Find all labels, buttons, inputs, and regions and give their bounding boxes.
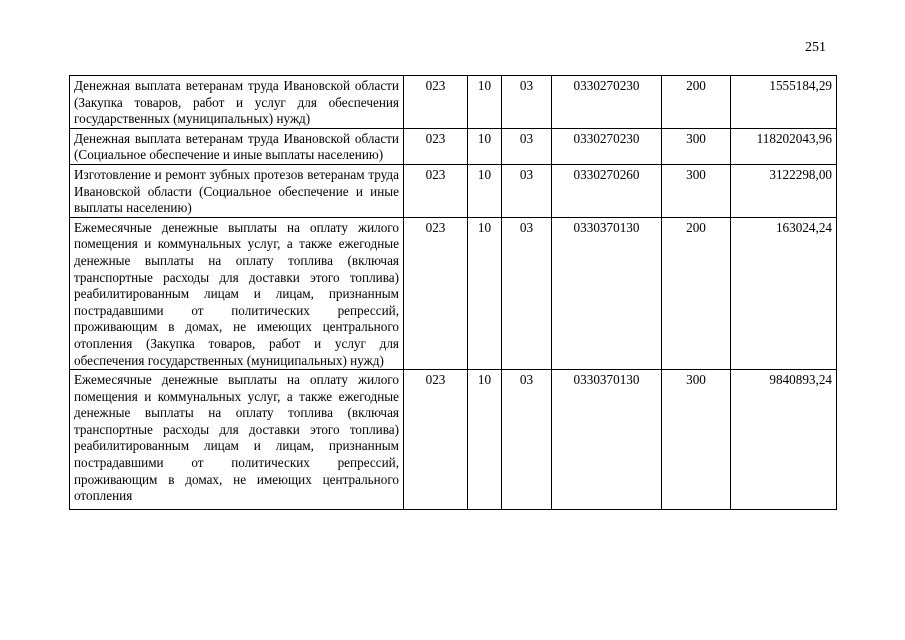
target-article-code: 0330270230 bbox=[552, 128, 662, 164]
target-article-code: 0330270230 bbox=[552, 76, 662, 129]
budget-table bbox=[69, 75, 837, 510]
expense-type-code: 300 bbox=[662, 164, 731, 217]
target-article-code: 0330270260 bbox=[552, 164, 662, 217]
expense-type-code: 300 bbox=[662, 128, 731, 164]
table-row bbox=[70, 217, 837, 369]
section-code: 10 bbox=[468, 76, 502, 129]
expense-type-code: 300 bbox=[662, 370, 731, 510]
table-row bbox=[70, 370, 837, 510]
section-code: 10 bbox=[468, 217, 502, 369]
ministry-code: 023 bbox=[404, 164, 468, 217]
amount: 163024,24 bbox=[731, 217, 837, 369]
row-description: Денежная выплата ветеранам труда Ивановской области (Закупка товаров, работ и услуг для обеспечения государственных (муниципальных) нужд) bbox=[70, 76, 404, 129]
row-description: Ежемесячные денежные выплаты на оплату жилого помещения и коммунальных услуг, а также ежегодные денежные выплаты на оплату топлива (включая транспортные расходы для доставки этого топлива) реабилитированным лицам и лицам, признанным пострадавшими от политических репрессий, проживающим в домах, не имеющих центрального отопления (Закупка товаров, работ и услуг для обеспечения государственных (муниципальных) нужд) bbox=[70, 217, 404, 369]
ministry-code: 023 bbox=[404, 217, 468, 369]
expense-type-code: 200 bbox=[662, 217, 731, 369]
section-code: 10 bbox=[468, 128, 502, 164]
expense-type-code: 200 bbox=[662, 76, 731, 129]
subsection-code: 03 bbox=[502, 370, 552, 510]
ministry-code: 023 bbox=[404, 128, 468, 164]
target-article-code: 0330370130 bbox=[552, 370, 662, 510]
amount: 3122298,00 bbox=[731, 164, 837, 217]
table-row bbox=[70, 164, 837, 217]
subsection-code: 03 bbox=[502, 164, 552, 217]
table-row bbox=[70, 128, 837, 164]
ministry-code: 023 bbox=[404, 76, 468, 129]
section-code: 10 bbox=[468, 164, 502, 217]
amount: 1555184,29 bbox=[731, 76, 837, 129]
section-code: 10 bbox=[468, 370, 502, 510]
page-number: 251 bbox=[805, 40, 826, 55]
subsection-code: 03 bbox=[502, 128, 552, 164]
subsection-code: 03 bbox=[502, 217, 552, 369]
ministry-code: 023 bbox=[404, 370, 468, 510]
target-article-code: 0330370130 bbox=[552, 217, 662, 369]
subsection-code: 03 bbox=[502, 76, 552, 129]
row-description: Ежемесячные денежные выплаты на оплату жилого помещения и коммунальных услуг, а также ежегодные денежные выплаты на оплату топлива (включая транспортные расходы для доставки этого топлива) реабилитированным лицам и лицам, признанным пострадавшими от политических репрессий, проживающим в домах, не имеющих центрального отопления bbox=[70, 370, 404, 510]
amount: 118202043,96 bbox=[731, 128, 837, 164]
amount: 9840893,24 bbox=[731, 370, 837, 510]
row-description: Денежная выплата ветеранам труда Ивановской области (Социальное обеспечение и иные выплаты населению) bbox=[70, 128, 404, 164]
row-description: Изготовление и ремонт зубных протезов ветеранам труда Ивановской области (Социальное обеспечение и иные выплаты населению) bbox=[70, 164, 404, 217]
table-row bbox=[70, 76, 837, 129]
